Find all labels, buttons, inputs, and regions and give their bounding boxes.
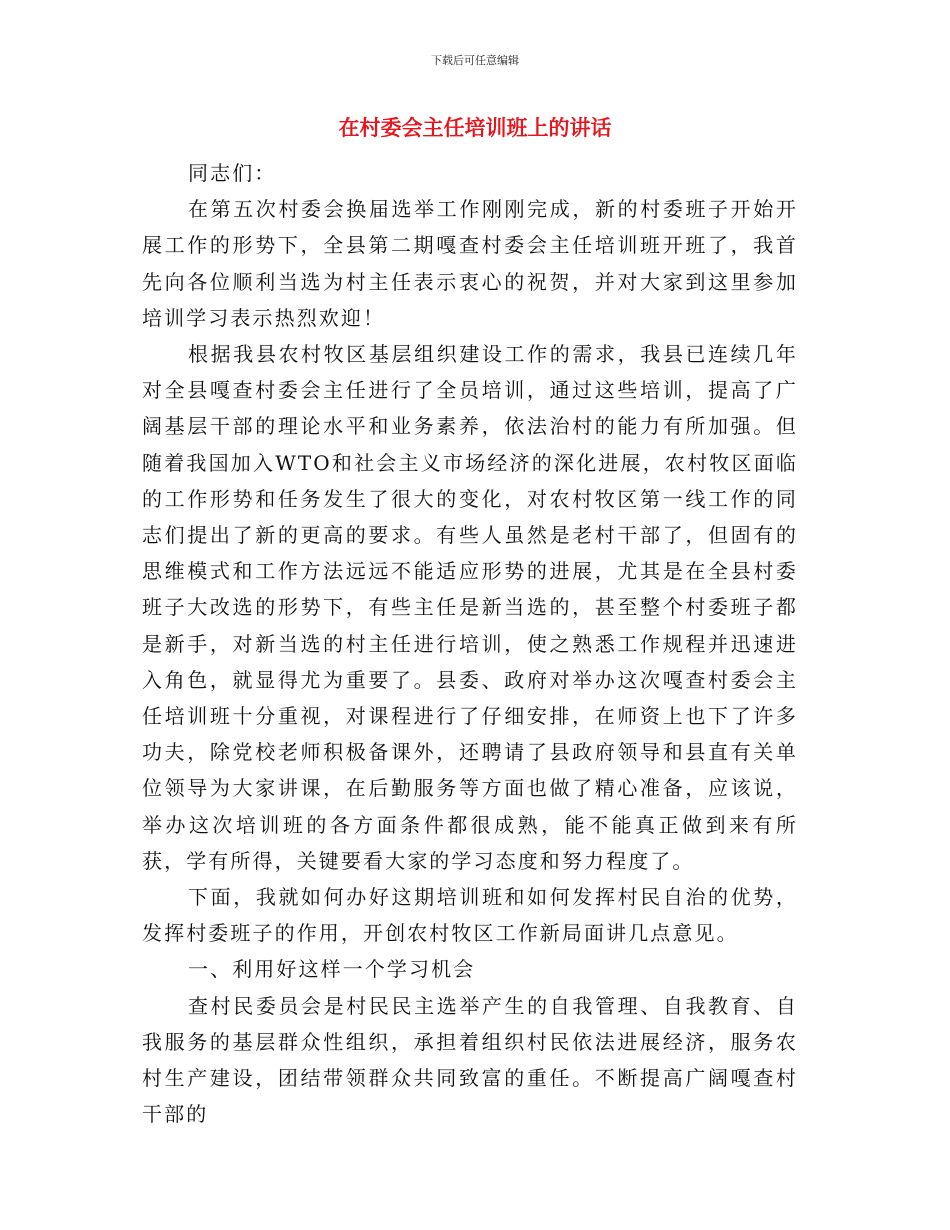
header-note: 下载后可任意编辑 (431, 54, 519, 67)
paragraph: 根据我县农村牧区基层组织建设工作的需求，我县已连续几年对全县嘎查村委会主任进行了全员培训，通过这些培训，提高了广阔基层干部的理论水平和业务素养，依法治村的能力有所加强。但随着我国加入WTO和社会主义市场经济的深化进展，农村牧区面临的工作形势和任务发生了很大的变化，对农村牧区第一线工作的同志们提出了新的更高的要求。有些人虽然是老村干部了，但固有的思维模式和工作方法远远不能适应形势的进展，尤其是在全县村委班子大改选的形势下，有些主任是新当选的，甚至整个村委班子都是新手，对新当选的村主任进行培训，使之熟悉工作规程并迅速进入角色，就显得尤为重要了。县委、政府对举办这次嘎查村委会主任培训班十分重视，对课程进行了仔细安排，在师资上也下了许多功夫，除党校老师积极备课外，还聘请了县政府领导和县直有关单位领导为大家讲课，在后勤服务等方面也做了精心准备，应该说，举办这次培训班的各方面条件都很成熟，能不能真正做到来有所获，学有所得，关键要看大家的学习态度和努力程度了。 (142, 342, 798, 873)
document-body (142, 155, 798, 1132)
salutation: 同志们： (188, 161, 277, 185)
paragraph: 查村民委员会是村民民主选举产生的自我管理、自我教育、自我服务的基层群众性组织，承担着组织村民依法进展经济，服务农村生产建设，团结带领群众共同致富的重任。不断提高广阔嘎查村干部的 (142, 993, 798, 1127)
paragraph: 下面，我就如何办好这期培训班和如何发挥村民自治的优势，发挥村委班子的作用，开创农村牧区工作新局面讲几点意见。 (142, 885, 798, 946)
document-title: 在村委会主任培训班上的讲话 (338, 116, 612, 140)
section-heading: 一、利用好这样一个学习机会 (188, 957, 476, 982)
paragraph: 在第五次村委会换届选举工作刚刚完成，新的村委班子开始开展工作的形势下，全县第二期嘎查村委会主任培训班开班了，我首先向各位顺利当选为村主任表示衷心的祝贺，并对大家到这里参加培训学习表示热烈欢迎！ (142, 197, 798, 330)
